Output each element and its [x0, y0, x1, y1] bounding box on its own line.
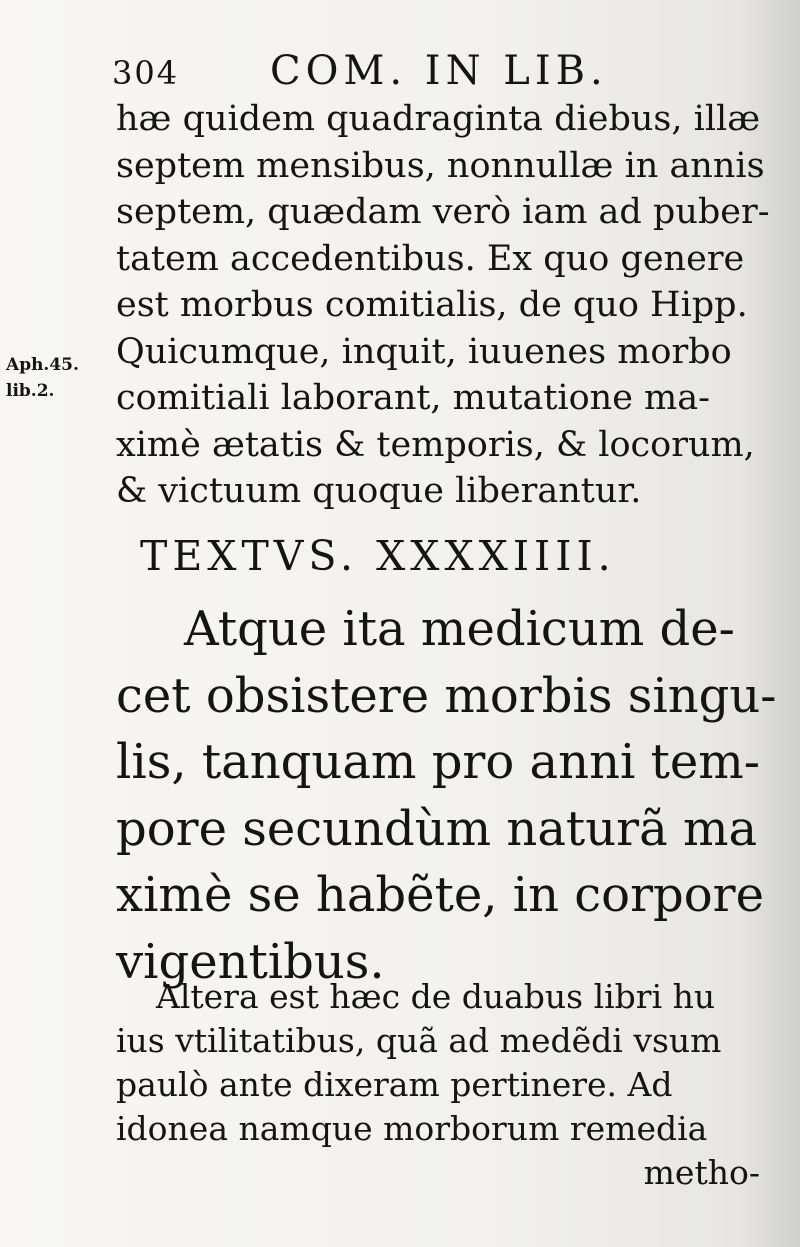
- lemma-line: ximè se habẽte, in corpore: [116, 867, 764, 923]
- page-number: 304: [112, 54, 180, 92]
- running-head: COM. IN LIB.: [270, 48, 608, 94]
- text-line: Quicumque, inquit, iuuenes morbo: [116, 331, 732, 372]
- lemma-text: [116, 596, 780, 995]
- lemma-line: lis, tanquam pro anni tem-: [116, 734, 761, 790]
- text-line: tatem accedentibus. Ex quo genere: [116, 238, 745, 279]
- text-line: hæ quidem quadraginta diebus, illæ: [116, 99, 761, 139]
- margin-note-line: lib.2.: [6, 381, 55, 401]
- margin-note-line: Aph.45.: [6, 355, 79, 375]
- commentary-paragraph: [116, 975, 780, 1151]
- text-line: ximè ætatis & temporis, & locorum,: [116, 424, 755, 465]
- lemma-line: Atque ita medicum de-: [184, 601, 735, 657]
- text-line: septem, quædam verò iam ad puber-: [116, 192, 770, 232]
- text-line: septem mensibus, nonnullæ in annis: [116, 145, 765, 186]
- lemma-line: vigentibus.: [116, 933, 385, 990]
- commentary-line: idonea namque morborum remedia: [116, 1109, 708, 1148]
- margin-note: [6, 352, 106, 404]
- section-heading: TEXTVS. XXXXIIII.: [140, 532, 616, 580]
- lemma-line: pore secundùm naturã ma: [116, 800, 758, 857]
- lemma-line: cet obsistere morbis singu-: [116, 667, 777, 724]
- catchword: metho-: [643, 1153, 760, 1192]
- commentary-line: ius vtilitatibus, quã ad medẽdi vsum: [116, 1021, 722, 1060]
- text-line: est morbus comitialis, de quo Hipp.: [116, 285, 748, 325]
- commentary-line: Altera est hæc de duabus libri hu: [156, 977, 716, 1016]
- text-line: & victuum quoque liberantur.: [116, 471, 642, 511]
- page-header: [112, 48, 772, 98]
- text-line: comitiali laborant, mutatione ma-: [116, 378, 710, 418]
- commentary-line: paulò ante dixeram pertinere. Ad: [116, 1065, 673, 1104]
- paragraph-continuation: [116, 96, 776, 515]
